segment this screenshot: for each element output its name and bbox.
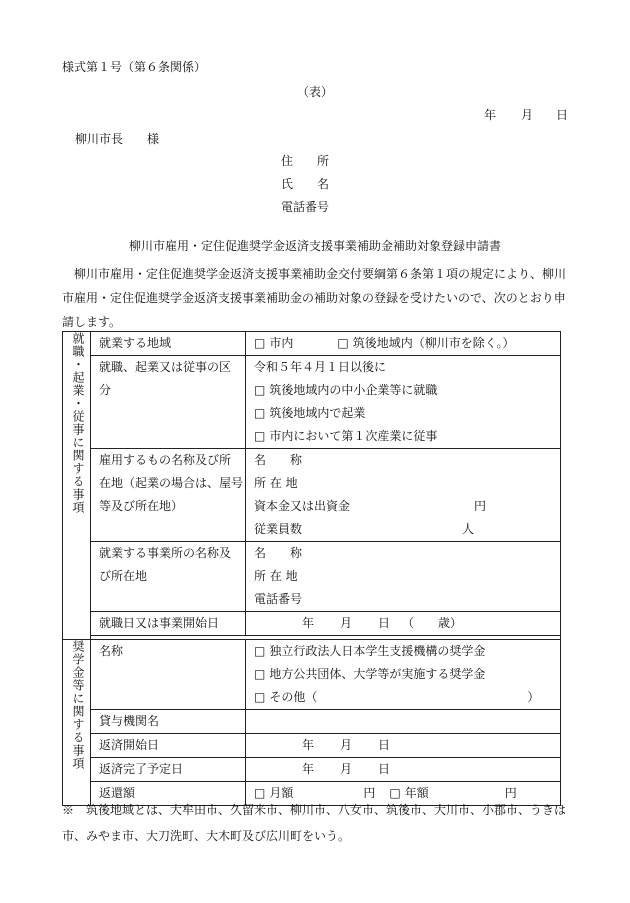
work-area-label: 就業する地域 <box>91 332 246 356</box>
amount-field[interactable]: □ 月額 円 □ 年額 円 <box>246 782 561 806</box>
repay-end-label: 返済完了予定日 <box>91 758 246 782</box>
amount-monthly-checkbox[interactable]: □ <box>254 786 266 800</box>
lender-field[interactable] <box>246 710 561 734</box>
amount-label: 返還額 <box>91 782 246 806</box>
category-startup-checkbox[interactable]: □ <box>254 406 266 420</box>
employer-fields[interactable]: 名 称 所 在 地 資本金又は出資金 円 従業員数 人 <box>246 449 561 542</box>
category-employ-checkbox[interactable]: □ <box>254 383 266 397</box>
amount-yearly-checkbox[interactable]: □ <box>389 786 401 800</box>
office-label: 就業する事業所の名称及 び所在地 <box>91 542 246 612</box>
date-day: 日 <box>556 108 569 122</box>
scholarship-jasso-checkbox[interactable]: □ <box>254 644 266 658</box>
lender-label: 貸与機関名 <box>91 710 246 734</box>
addressee: 柳川市長 様 <box>75 132 160 146</box>
work-area-options: □ 市内 □ 筑後地域内（柳川市を除く。） <box>246 332 561 356</box>
scholarship-name-label: 名称 <box>91 640 246 710</box>
section-scholarship-label: 奨学金等に関する事項 <box>63 640 91 806</box>
scholarship-local-checkbox[interactable]: □ <box>254 667 266 681</box>
application-table <box>62 331 561 806</box>
document-title: 柳川市雇用・定住促進奨学金返済支援事業補助金補助対象登録申請書 <box>128 239 501 253</box>
date-month: 月 <box>521 108 534 122</box>
intro-paragraph: 柳川市雇用・定住促進奨学金返済支援事業補助金交付要綱第６条第１項の規定により、柳川市雇用・定住促進奨学金返済支援事業補助金の補助対象の登録を受けたいので、次のとおり申請します。 <box>62 267 567 329</box>
footnote: ※ 筑後地域とは、大牟田市、久留米市、柳川市、八女市、筑後市、大川市、小郡市、うきは市、みやま市、大刀洗町、大木町及び広川町をいう。 <box>62 803 567 843</box>
scholarship-name-options: □ 独立行政法人日本学生支援機構の奨学金 □ 地方公共団体、大学等が実施する奨学金 □ その他（ ） <box>246 640 561 710</box>
work-area-chikugo-checkbox[interactable]: □ <box>337 336 349 350</box>
category-primary-industry-checkbox[interactable]: □ <box>254 429 266 443</box>
work-area-city-checkbox[interactable]: □ <box>254 336 266 350</box>
repay-start-label: 返済開始日 <box>91 734 246 758</box>
category-label: 就職、起業又は従事の区分 <box>91 356 246 449</box>
scholarship-other-checkbox[interactable]: □ <box>254 690 266 704</box>
form-number: 様式第１号（第６条関係） <box>62 60 207 74</box>
repay-end-field[interactable]: 年 月 日 <box>246 758 561 782</box>
employer-label: 雇用するもの名称及び所 在地（起業の場合は、屋号 等及び所在地） <box>91 449 246 542</box>
category-options: 令和５年４月１日以後に □ 筑後地域内の中小企業等に就職 □ 筑後地域内で起業 □ 市内において第１次産業に従事 <box>246 356 561 449</box>
applicant-address-label: 住 所 <box>281 154 330 168</box>
date-year: 年 <box>484 108 497 122</box>
section-employment-label: 就職・起業・従事に関する事項 <box>63 332 91 640</box>
start-date-field[interactable]: 年 月 日 （ 歳） <box>246 612 561 636</box>
applicant-name-label: 氏 名 <box>281 177 330 191</box>
office-fields[interactable]: 名 称 所 在 地 電話番号 <box>246 542 561 612</box>
start-date-label: 就職日又は事業開始日 <box>91 612 246 636</box>
form-side-label: （表） <box>296 85 333 99</box>
repay-start-field[interactable]: 年 月 日 <box>246 734 561 758</box>
applicant-phone-label: 電話番号 <box>281 200 330 214</box>
